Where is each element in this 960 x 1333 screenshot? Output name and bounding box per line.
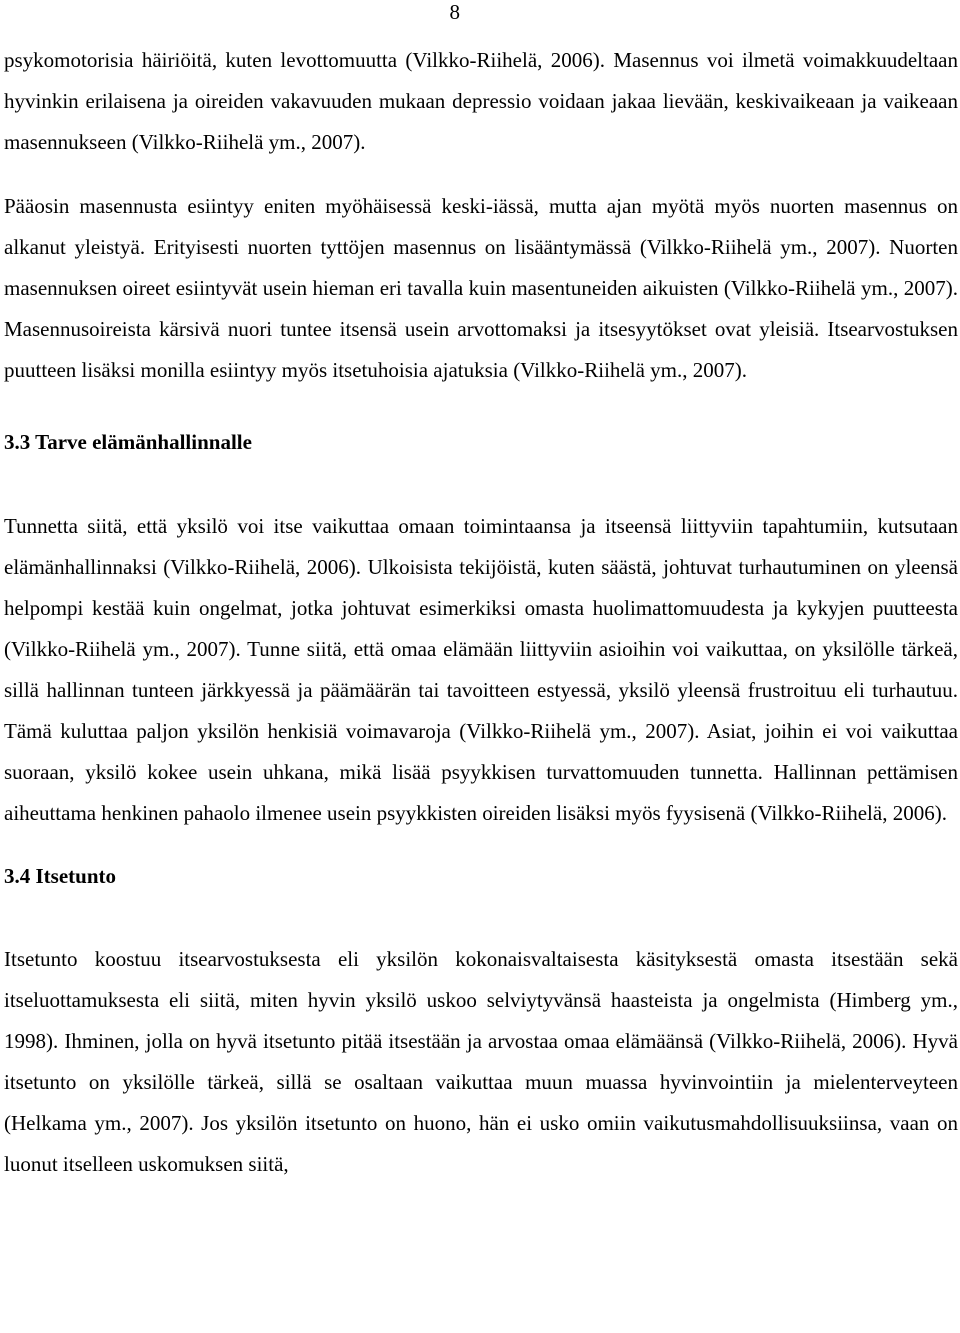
paragraph-self-esteem: Itsetunto koostuu itsearvostuksesta eli yksilön kokonaisvaltaisesta käsityksestä omasta itsestään sekä itseluottamuksesta eli siitä, miten hyvin yksilö uskoo selviytyvänsä haasteista ja ongelmista (Himberg ym., 1998). Ihminen, jolla on hyvä itsetunto pitää itsestään ja arvostaa omaa elämäänsä (Vilkko-Riihelä, 2006). Hyvä itsetunto on yksilölle tärkeä, sillä se osaltaan vaikuttaa muun muassa hyvinvointiin ja mielenterveyteen (Helkama ym., 2007). Jos yksilön itsetunto on huono, hän ei usko omiin vaikutusmahdollisuuksiinsa, vaan on luonut itselleen uskomuksen siitä,	[4, 947, 958, 1176]
section-heading-self-esteem: 3.4 Itsetunto	[4, 864, 117, 888]
paragraph-life-management: Tunnetta siitä, että yksilö voi itse vaikuttaa omaan toimintaansa ja itseensä liittyviin tapahtumiin, kutsutaan elämänhallinnaksi (Vilkko-Riihelä, 2006). Ulkoisista tekijöistä, kuten säästä, johtuvat turhautuminen on yleensä helpompi kestää kuin ongelmat, jotka johtuvat esimerkiksi omasta huolimattomuudesta ja kykyjen puutteesta (Vilkko-Riihelä ym., 2007). Tunne siitä, että omaa elämään liittyviin asioihin voi vaikuttaa, on yksilölle tärkeä, sillä hallinnan tunteen järkkyessä ja päämäärän tai tavoitteen estyessä, yksilö yleensä frustroituu eli turhautuu. Tämä kuluttaa paljon yksilön henkisiä voimavaroja (Vilkko-Riihelä ym., 2007). Asiat, joihin ei voi vaikuttaa suoraan, yksilö kokee usein uhkana, mikä lisää psyykkisen turvattomuuden tunnetta. Hallinnan pettämisen aiheuttama henkinen pahaolo ilmenee usein psyykkisten oireiden lisäksi myös fyysisenä (Vilkko-Riihelä, 2006).	[4, 514, 958, 825]
paragraph-youth-depression: Pääosin masennusta esiintyy eniten myöhäisessä keski-iässä, mutta ajan myötä myös nuorten masennus on alkanut yleistyä. Erityisesti nuorten tyttöjen masennus on lisääntymässä (Vilkko-Riihelä ym., 2007). Nuorten masennuksen oireet esiintyvät usein hieman eri tavalla kuin masentuneiden aikuisten (Vilkko-Riihelä ym., 2007). Masennusoireista kärsivä nuori tuntee itsensä usein arvottomaksi ja itsesyytökset ovat yleisiä. Itsearvostuksen puutteen lisäksi monilla esiintyy myös itsetuhoisia ajatuksia (Vilkko-Riihelä ym., 2007).	[4, 194, 958, 382]
paragraph-depression-severity: psykomotorisia häiriöitä, kuten levottomuutta (Vilkko-Riihelä, 2006). Masennus voi ilmetä voimakkuudeltaan hyvinkin erilaisena ja oireiden vakavuuden mukaan depressio voidaan jakaa lievään, keskivaikeaan ja vaikeaan masennukseen (Vilkko-Riihelä ym., 2007).	[4, 48, 958, 154]
page-number: 8	[449, 0, 460, 24]
document-body	[4, 40, 958, 1185]
section-heading-life-management: 3.3 Tarve elämänhallinnalle	[4, 430, 252, 454]
